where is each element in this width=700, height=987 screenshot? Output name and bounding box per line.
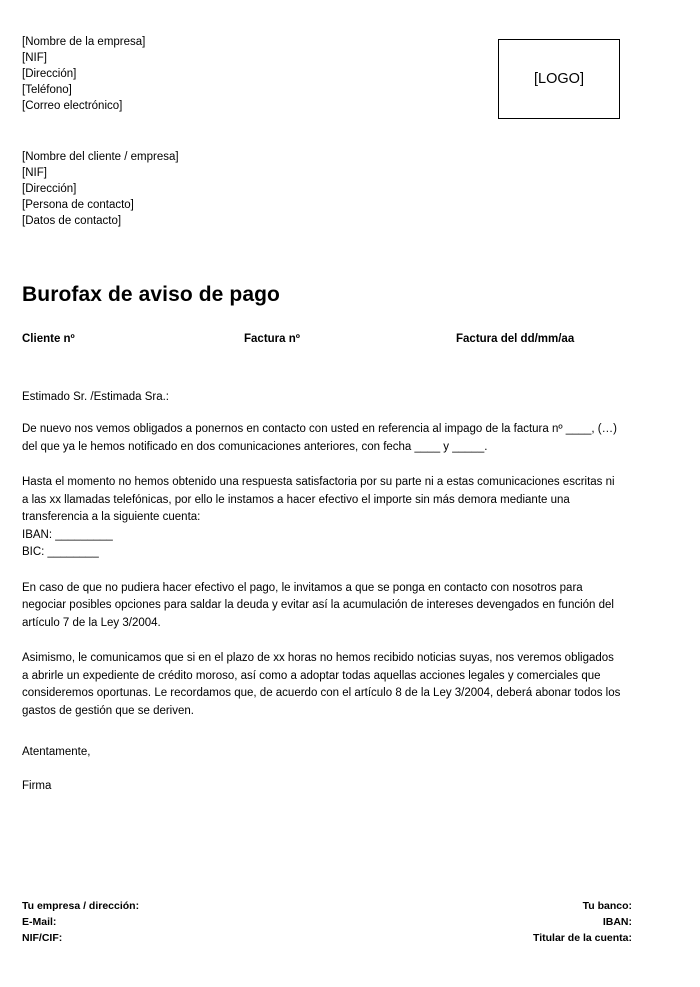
client-number-label: Cliente nº bbox=[22, 333, 75, 345]
page-title: Burofax de aviso de pago bbox=[22, 283, 280, 306]
body-paragraph-4: Asimismo, le comunicamos que si en el plazo de xx horas no hemos recibido noticias suyas, nos veremos obligados a abrirle un expediente de crédito moroso, así como a adoptar todas aquellas acciones legales y comerciales que consideremos oportunas. Le recordamos que, de acuerdo con el artículo 8 de la Ley 3/2004, deberá abonar todos los gastos de gestión que se deriven. bbox=[22, 652, 621, 717]
body-paragraph-3: En caso de que no pudiera hacer efectivo el pago, le invitamos a que se ponga en contacto con nosotros para negociar posibles opciones para saldar la deuda y evitar así la acumulación de intereses devengados en función del artículo 7 de la Ley 3/2004. bbox=[22, 581, 614, 629]
footer-iban-line: IBAN: bbox=[602, 916, 632, 928]
recipient-address-line: [Persona de contacto] bbox=[22, 199, 134, 211]
recipient-address-block bbox=[22, 149, 632, 229]
sender-address-line: [Teléfono] bbox=[22, 84, 72, 96]
sender-address-line: [NIF] bbox=[22, 52, 47, 64]
sender-address-line: [Dirección] bbox=[22, 68, 77, 80]
footer-bank-line: Tu banco: bbox=[582, 900, 632, 912]
recipient-address-line: [Dirección] bbox=[22, 183, 77, 195]
closing-line: Atentamente, bbox=[22, 746, 91, 758]
sender-address-block bbox=[22, 34, 145, 114]
footer-bank-block bbox=[533, 898, 632, 946]
document-content bbox=[22, 34, 632, 792]
reference-row bbox=[22, 333, 632, 345]
logo-placeholder bbox=[498, 39, 620, 119]
iban-line: IBAN: _________ bbox=[22, 528, 113, 541]
footer-company-line: Tu empresa / dirección: bbox=[22, 900, 140, 912]
recipient-address-line: [Datos de contacto] bbox=[22, 215, 122, 227]
invoice-number-label: Factura nº bbox=[244, 333, 300, 345]
sender-address-line: [Correo electrónico] bbox=[22, 100, 123, 112]
recipient-address-line: [Nombre del cliente / empresa] bbox=[22, 151, 179, 163]
document-footer bbox=[22, 898, 632, 946]
bic-line: BIC: ________ bbox=[22, 546, 99, 558]
invoice-date-label: Factura del dd/mm/aa bbox=[456, 333, 575, 345]
salutation: Estimado Sr. /Estimada Sra.: bbox=[22, 391, 170, 403]
body-paragraph-2: Hasta el momento no hemos obtenido una respuesta satisfactoria por su parte ni a estas comunicaciones escritas ni a las xx llamadas telefónicas, por ello le instamos a hacer efectivo el importe sin más demora mediante una transferencia a la siguiente cuenta: bbox=[22, 476, 615, 523]
recipient-address-line: [NIF] bbox=[22, 167, 47, 179]
sender-address-line: [Nombre de la empresa] bbox=[22, 36, 146, 48]
document-header bbox=[22, 34, 632, 119]
signature-line: Firma bbox=[22, 780, 52, 792]
body-paragraph-1: De nuevo nos vemos obligados a ponernos en contacto con usted en referencia al impago de la factura nº ____, (…) del que ya le hemos notificado en dos comunicaciones anteriores, con fecha ____ y _____. bbox=[22, 423, 617, 453]
footer-company-block bbox=[22, 898, 139, 946]
footer-email-line: E-Mail: bbox=[22, 916, 57, 928]
footer-account-holder-line: Titular de la cuenta: bbox=[533, 932, 632, 944]
logo-placeholder-label: [LOGO] bbox=[534, 71, 584, 87]
footer-nif-line: NIF/CIF: bbox=[22, 932, 63, 944]
